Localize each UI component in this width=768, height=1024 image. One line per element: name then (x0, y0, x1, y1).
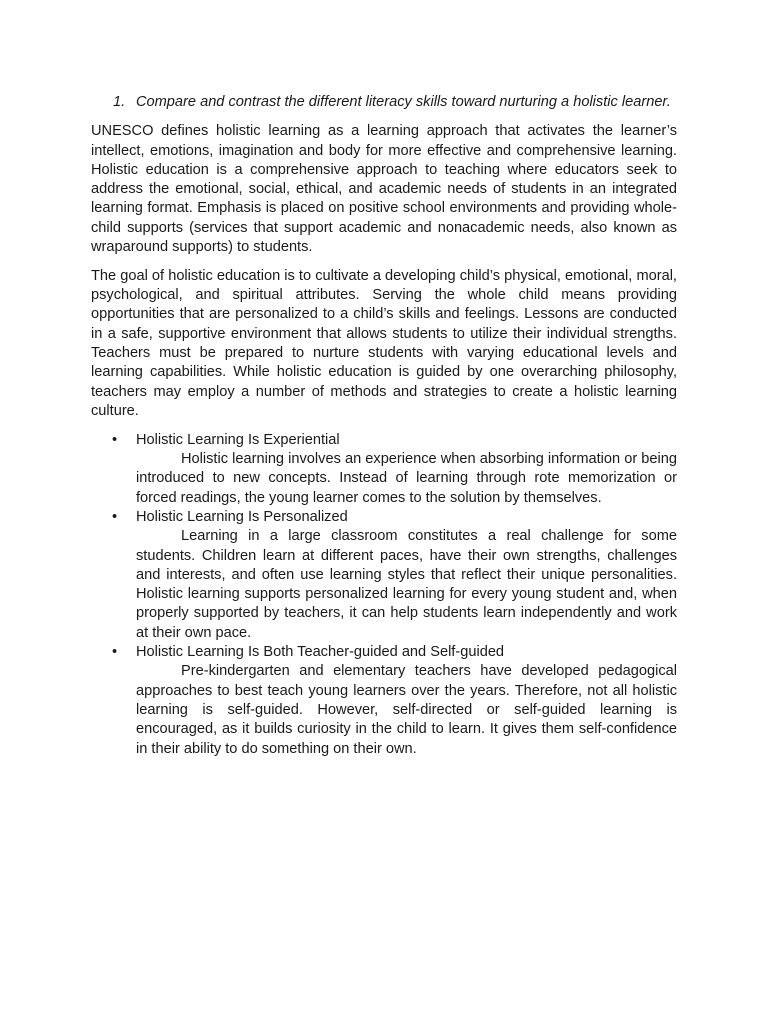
question-number: 1. (113, 94, 126, 110)
bullet-list (91, 431, 677, 759)
list-item (91, 431, 677, 508)
bullet-body: Holistic learning involves an experience when absorbing information or being introduced to new concepts. Instead of learning through rote memorization or forced readings, the young learner comes to the solution by themselves. (136, 451, 677, 506)
document-page (91, 93, 677, 759)
bullet-marker: • (112, 431, 118, 448)
question-text: Compare and contrast the different literacy skills toward nurturing a holistic learner. (136, 94, 671, 110)
paragraph-holistic-goal: The goal of holistic education is to cultivate a developing child’s physical, emotional, moral, psychological, and spiritual attributes. Serving the whole child means providing opportunities that are personalized to a child’s skills and feelings. Lessons are conducted in a safe, supportive environment that allows students to utilize their individual strengths. Teachers must be prepared to nurture students with varying educational levels and learning capabilities. While holistic education is guided by one overarching philosophy, teachers may employ a number of methods and strategies to create a holistic learning culture. (91, 267, 677, 419)
bullet-heading: Holistic Learning Is Both Teacher-guided and Self-guided (136, 644, 505, 661)
bullet-heading: Holistic Learning Is Personalized (136, 508, 348, 525)
bullet-marker: • (112, 644, 118, 661)
bullet-heading: Holistic Learning Is Experiential (136, 431, 340, 448)
list-item (91, 643, 677, 759)
list-item (91, 508, 677, 643)
bullet-body: Learning in a large classroom constitutes a real challenge for some students. Children learn at different paces, have their own strengths, challenges and interests, and often use learning styles that reflect their unique personalities. Holistic learning supports personalized learning for every young student and, when properly supported by teachers, it can help students learn independently and work at their own pace. (136, 528, 677, 641)
bullet-marker: • (112, 508, 118, 525)
paragraph-unesco-definition: UNESCO defines holistic learning as a learning approach that activates the learner’s intellect, emotions, imagination and body for more effective and comprehensive learning. Holistic education is a comprehensive approach to teaching where educators seek to address the emotional, social, ethical, and academic needs of students in an integrated learning format. Emphasis is placed on positive school environments and providing whole-child supports (services that support academic and nonacademic needs, also known as wraparound supports) to students. (91, 123, 677, 256)
bullet-body: Pre-kindergarten and elementary teachers have developed pedagogical approaches to best teach young learners over the years. Therefore, not all holistic learning is self-guided. However, self-directed or self-guided learning is encouraged, as it builds curiosity in the child to learn. It gives them self-confidence in their ability to do something on their own. (136, 663, 677, 757)
question-item (91, 93, 677, 112)
